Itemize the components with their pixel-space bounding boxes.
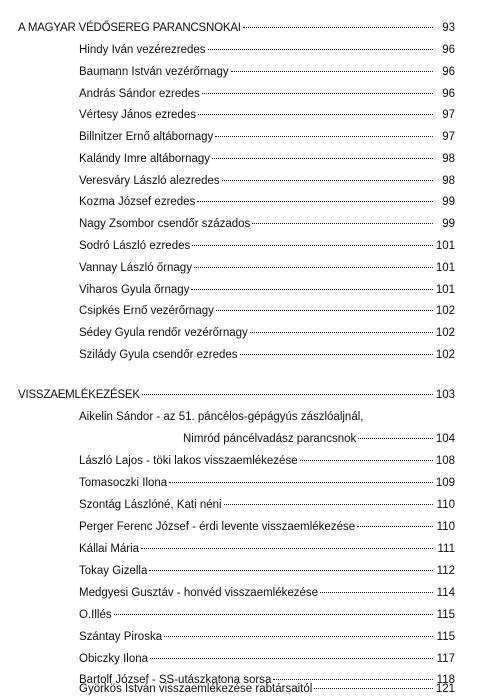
- toc-entry[interactable]: [0, 39, 486, 61]
- entry-label: Vannay László őrnagy: [79, 262, 192, 274]
- toc-entry[interactable]: [0, 170, 486, 192]
- page-number: 102: [435, 327, 455, 339]
- dot-leader: [243, 27, 433, 28]
- toc-entry[interactable]: [0, 560, 486, 582]
- page-number: 98: [442, 153, 455, 165]
- entry-label: Csipkés Ernő vezérőrnagy: [79, 305, 214, 317]
- entry-label: Bartolf József - SS-utászkatona sorsa: [79, 674, 272, 686]
- dot-leader: [215, 136, 433, 137]
- dot-leader: [231, 71, 433, 72]
- entry-label: András Sándor ezredes: [79, 88, 200, 100]
- page-number: 99: [442, 218, 455, 230]
- entry-label: Györkös István visszaemlékezése rabtársaitól: [79, 683, 313, 695]
- page-number: 115: [436, 631, 455, 643]
- entry-label: László Lajos - töki lakos visszaemlékezése: [79, 455, 298, 467]
- entry-label: Szilády Gyula csendőr ezredes: [79, 349, 238, 361]
- dot-leader: [212, 158, 433, 159]
- dot-leader: [300, 460, 433, 461]
- dot-leader: [191, 289, 433, 290]
- page-number: 96: [442, 66, 455, 78]
- page-number: 93: [442, 22, 455, 34]
- page-number: 96: [442, 44, 455, 56]
- page-number: 103: [435, 389, 455, 401]
- dot-leader: [192, 245, 433, 246]
- toc-entry[interactable]: [0, 257, 486, 279]
- toc-entry[interactable]: [0, 83, 486, 105]
- toc-entry[interactable]: [0, 235, 486, 257]
- toc-entry[interactable]: [0, 300, 486, 322]
- page-number: 98: [442, 175, 455, 187]
- page-number: 96: [442, 88, 455, 100]
- page-number: 97: [442, 131, 455, 143]
- entry-label: Kállai Mária: [79, 543, 140, 555]
- entry-label: Billnitzer Ernő altábornagy: [79, 131, 214, 143]
- page-number: 99: [442, 196, 455, 208]
- dot-leader: [357, 526, 433, 527]
- page-number: 101: [435, 240, 455, 252]
- toc-entry[interactable]: [0, 626, 486, 648]
- dot-leader: [164, 636, 433, 637]
- toc-entry[interactable]: [0, 213, 486, 235]
- dot-leader: [314, 688, 433, 689]
- page-number: 108: [435, 455, 455, 467]
- page-number: 112: [436, 565, 455, 577]
- entry-label: Aikelin Sándor - az 51. páncélos-gépágyús zászlóaljnál,: [79, 411, 364, 423]
- dot-leader: [358, 438, 433, 439]
- page-number: 110: [436, 499, 455, 511]
- entry-label: Tomasoczki Ilona: [79, 477, 168, 489]
- dot-leader: [202, 93, 433, 94]
- toc-entry[interactable]: [0, 516, 486, 538]
- entry-label: Vértesy János ezredes: [79, 109, 196, 121]
- entry-label: Hindy Iván vezérezredes: [79, 44, 206, 56]
- toc-entry[interactable]: [0, 322, 486, 344]
- dot-leader: [240, 354, 433, 355]
- section-title: VISSZAEMLÉKEZÉSEK: [18, 389, 140, 401]
- dot-leader: [114, 614, 433, 615]
- page-number: 117: [436, 653, 455, 665]
- entry-label-continuation: Nimród páncélvadász parancsnok: [183, 433, 357, 445]
- toc-entry[interactable]: [0, 126, 486, 148]
- dot-leader: [141, 548, 433, 549]
- dot-leader: [250, 332, 433, 333]
- dot-leader: [224, 504, 433, 505]
- toc-entry[interactable]: [0, 148, 486, 170]
- toc-entry[interactable]: [0, 406, 486, 428]
- page-number: 110: [436, 521, 455, 533]
- entry-label: Sédey Gyula rendőr vezérőrnagy: [79, 327, 248, 339]
- entry-label: Szontág Lászlóné, Kati néni: [79, 499, 222, 511]
- toc-entry[interactable]: [0, 678, 486, 700]
- entry-label: Kozma József ezredes: [79, 196, 196, 208]
- entry-label: Obiczky Ilona: [79, 653, 149, 665]
- entry-label: Viharos Gyula őrnagy: [79, 284, 190, 296]
- toc-entry[interactable]: [0, 538, 486, 560]
- entry-label: Szántay Piroska: [79, 631, 163, 643]
- toc-entry[interactable]: [0, 582, 486, 604]
- dot-leader: [198, 114, 433, 115]
- toc-entry[interactable]: [0, 604, 486, 626]
- toc-entry[interactable]: [0, 494, 486, 516]
- dot-leader: [208, 49, 433, 50]
- dot-leader: [197, 201, 433, 202]
- toc-entry[interactable]: [0, 191, 486, 213]
- entry-label: Medgyesi Gusztáv - honvéd visszaemlékezése: [79, 587, 319, 599]
- dot-leader: [149, 570, 433, 571]
- dot-leader: [194, 267, 433, 268]
- entry-label: Kalándy Imre altábornagy: [79, 153, 211, 165]
- entry-label: O.Illés: [79, 609, 112, 621]
- toc-entry[interactable]: [0, 61, 486, 83]
- entry-label: Sodró László ezredes: [79, 240, 191, 252]
- entry-label: Nagy Zsombor csendőr százados: [79, 218, 251, 230]
- dot-leader: [142, 394, 433, 395]
- page-number: 118: [436, 674, 455, 686]
- entry-label: Tokay Gizella: [79, 565, 148, 577]
- page-number: 121: [435, 683, 455, 695]
- page-number: 102: [435, 305, 455, 317]
- page-number: 109: [435, 477, 455, 489]
- toc-entry[interactable]: [0, 279, 486, 301]
- entry-label: Veresváry László alezredes: [79, 175, 220, 187]
- section-title: A MAGYAR VÉDŐSEREG PARANCSNOKAI: [18, 22, 241, 34]
- page-number: 102: [435, 349, 455, 361]
- dot-leader: [222, 180, 433, 181]
- page-number: 104: [435, 433, 455, 445]
- dot-leader: [320, 592, 433, 593]
- page-number: 101: [435, 284, 455, 296]
- toc-entry[interactable]: [0, 648, 486, 670]
- toc-entry[interactable]: [0, 472, 486, 494]
- page-number: 111: [437, 543, 455, 555]
- page-number: 115: [436, 609, 455, 621]
- toc-entry[interactable]: [0, 450, 486, 472]
- dot-leader: [169, 482, 433, 483]
- toc-entry[interactable]: [0, 104, 486, 126]
- page-number: 101: [435, 262, 455, 274]
- entry-label: Baumann István vezérőrnagy: [79, 66, 229, 78]
- entry-label: Perger Ferenc József - érdi levente visszaemlékezése: [79, 521, 356, 533]
- page-number: 97: [442, 109, 455, 121]
- dot-leader: [150, 658, 433, 659]
- toc-entry[interactable]: [0, 344, 486, 366]
- toc-section-heading[interactable]: [0, 17, 486, 39]
- page-number: 114: [436, 587, 455, 599]
- dot-leader: [216, 310, 433, 311]
- dot-leader: [252, 223, 433, 224]
- toc-entry-continuation[interactable]: [0, 428, 486, 450]
- toc-section-heading[interactable]: [0, 384, 486, 406]
